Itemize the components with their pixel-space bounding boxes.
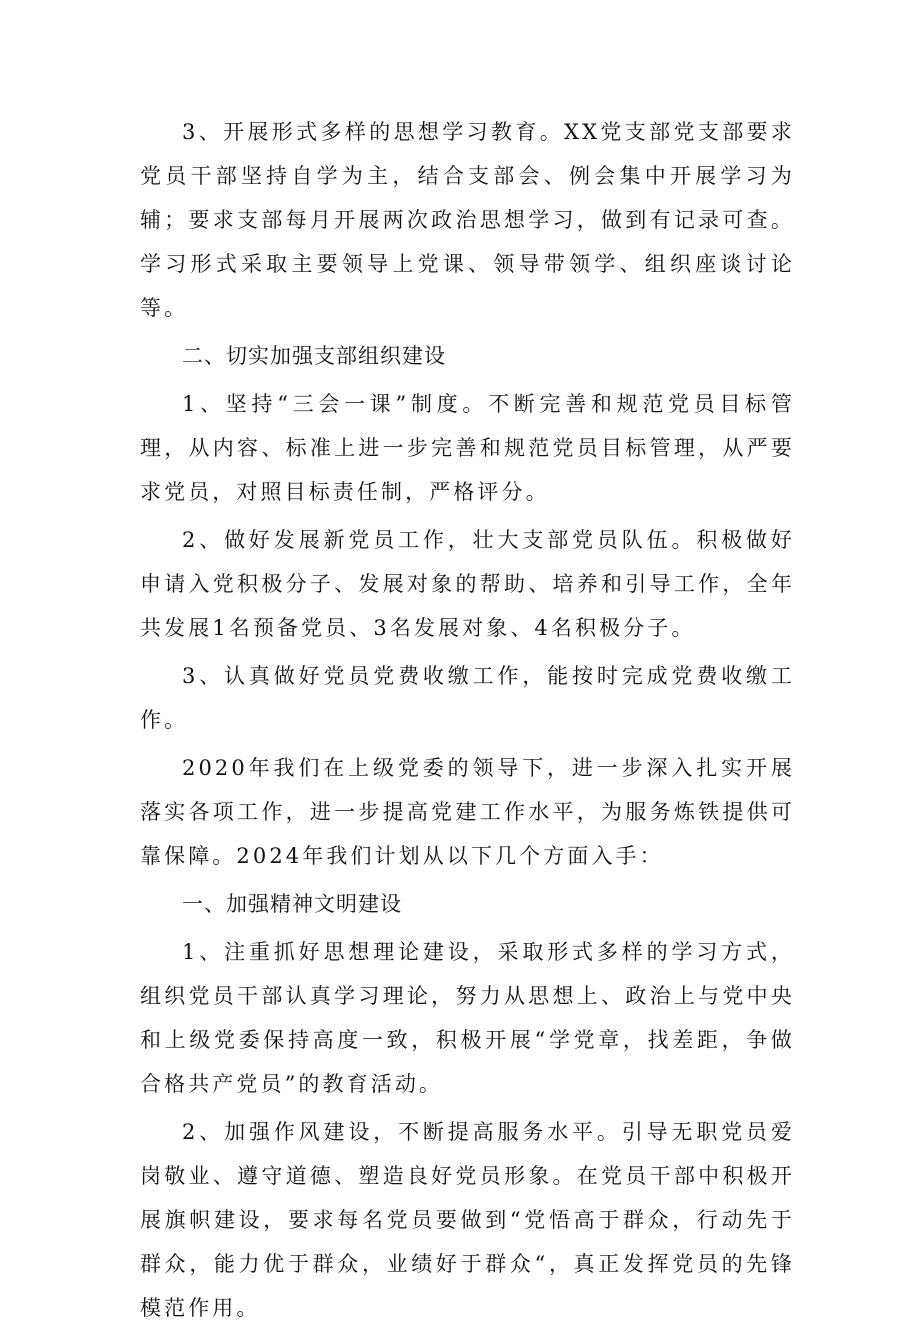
heading-organization-building: 二、切实加强支部组织建设: [182, 344, 446, 368]
paragraph-new-members: 2、做好发展新党员工作，壮大支部党员队伍。积极做好申请入党积极分子、发展对象的帮助、培养和引导工作，全年共发展1名预备党员、3名发展对象、4名积极分子。: [140, 528, 795, 640]
paragraph-annual-plan: 2020年我们在上级党委的领导下，进一步深入扎实开展落实各项工作，进一步提高党建工作水平，为服务炼铁提供可靠保障。2024年我们计划从以下几个方面入手：: [140, 756, 795, 868]
paragraph-theory-building: 1、注重抓好思想理论建设，采取形式多样的学习方式，组织党员干部认真学习理论，努力从思想上、政治上与党中央和上级党委保持高度一致，积极开展“学党章，找差距，争做合格共产党员”的教育活动。: [140, 940, 795, 1096]
paragraph-party-dues: 3、认真做好党员党费收缴工作，能按时完成党费收缴工作。: [140, 664, 795, 732]
paragraph-study-education: 3、开展形式多样的思想学习教育。XX党支部党支部要求党员干部坚持自学为主，结合支部会、例会集中开展学习为辅；要求支部每月开展两次政治思想学习，做到有记录可查。学习形式采取主要领导上党课、领导带领学、组织座谈讨论等。: [140, 120, 795, 320]
paragraph-three-meetings: 1、坚持“三会一课”制度。不断完善和规范党员目标管理，从内容、标准上进一步完善和规范党员目标管理，从严要求党员，对照目标责任制，严格评分。: [140, 392, 795, 504]
paragraph-work-style: 2、加强作风建设，不断提高服务水平。引导无职党员爱岗敬业、遵守道德、塑造良好党员形象。在党员干部中积极开展旗帜建设，要求每名党员要做到“党悟高于群众，行动先于群众，能力优于群众，业绩好于群众“，真正发挥党员的先锋模范作用。: [140, 1120, 795, 1320]
heading-spiritual-civilization: 一、加强精神文明建设: [182, 892, 402, 916]
